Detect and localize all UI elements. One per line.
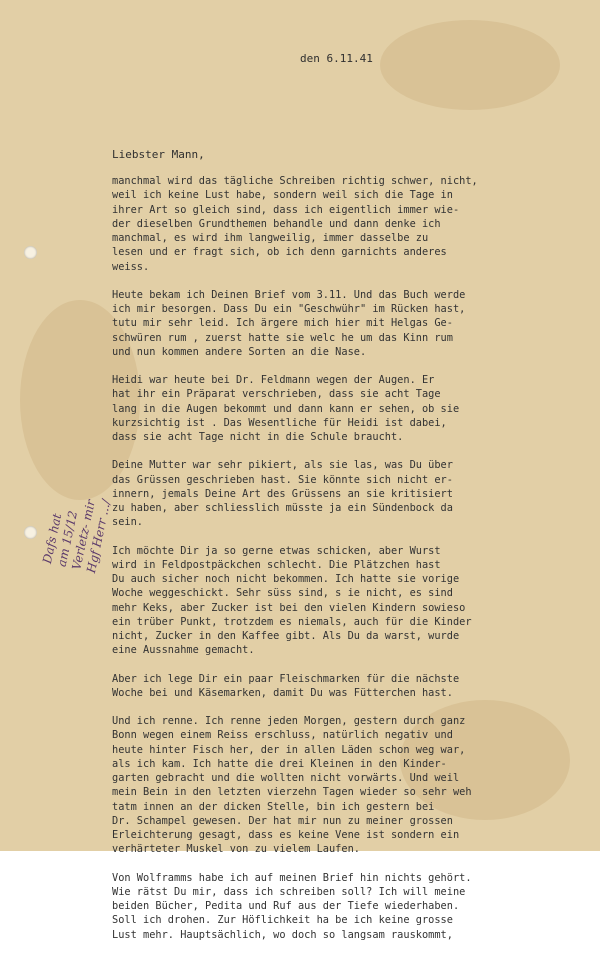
paragraph: Und ich renne. Ich renne jeden Morgen, gestern durch ganz Bonn wegen einem Reiss erschluss, natürlich negativ und heute hinter Fisch her, der in allen Läden schon weg war, als ich kam. Ich hatte die drei Kleinen in den Kinder- garten gebracht und die wollten nicht vorwärts. Und weil mein Bein in den letzten vierzehn Tagen wieder so sehr weh tatm innen an der dicken Stelle, bin ich gestern bei Dr. Schampel gewesen. Der hat mir nun zu meiner grossen Erleichterung gesagt, dass es keine Vene ist sondern ein verhärteter Muskel von zu vielem Laufen. (112, 715, 472, 856)
paragraph: Deine Mutter war sehr pikiert, als sie las, was Du über das Grüssen geschrieben hast. Sie könnte sich nicht er- innern, jemals Deine Art des Grüssens an sie kritisiert zu haben, aber schliesslich müsste ja ein Sündenbock da sein. (112, 459, 453, 529)
handwritten-margin-note: Dafs hat am 15/12 Verletz- mir Hgf Herr .../ (40, 498, 114, 575)
punch-hole (24, 246, 37, 259)
paragraph: manchmal wird das tägliche Schreiben richtig schwer, nicht, weil ich keine Lust habe, sondern weil sich die Tage in ihrer Art so gleich sind, dass ich eigentlich immer wie- der dieselben Grundthemen behandle und dann denke ich manchmal, es wird ihm langweilig, immer dasselbe zu lesen und er fragt sich, ob ich denn garnichts anderes weiss. (112, 175, 478, 273)
paragraph: Von Wolframms habe ich auf meinen Brief hin nichts gehört. Wie rätst Du mir, dass ich schreiben soll? Ich will meine beiden Bücher, Pedita und Ruf aus der Tiefe wiederhaben. Soll ich drohen. Zur Höflichkeit ha be ich keine grosse Lust mehr. Hauptsächlich, wo doch so langsam rauskommt, (112, 871, 472, 941)
paper-stain (380, 20, 560, 110)
paragraph: Ich möchte Dir ja so gerne etwas schicken, aber Wurst wird in Feldpostpäckchen schlecht. Die Plätzchen hast Du auch sicher noch nicht bekommen. Ich hatte sie vorige Woche weggeschickt. Sehr süss sind, s ie nicht, es sind mehr Keks, aber Zucker ist bei den vielen Kindern sowieso ein trüber Punkt, trotzdem es niemals, auch für die Kinder nicht, Zucker in den Kaffee gibt. Als Du da warst, wurde eine Aussnahme gemacht. (112, 544, 472, 657)
salutation: Liebster Mann, (112, 148, 205, 161)
letter-date: den 6.11.41 (300, 52, 373, 65)
paragraph: Heute bekam ich Deinen Brief vom 3.11. Und das Buch werde ich mir besorgen. Dass Du ein "Geschwühr" im Rücken hast, tutu mir sehr leid. Ich ärgere mich hier mit Helgas Ge- schwüren rum , zuerst hatte sie welc he um das Kinn rum und nun kommen andere Sorten an die Nase. (112, 288, 466, 358)
punch-hole (24, 526, 37, 539)
paragraph: Heidi war heute bei Dr. Feldmann wegen der Augen. Er hat ihr ein Präparat verschrieben, dass sie acht Tage lang in die Augen bekommt und dann kann er sehen, ob sie kurzsichtig ist . Das Wesentliche für Heidi ist dabei, dass sie acht Tage nicht in die Schule braucht. (112, 374, 460, 443)
letter-body (112, 174, 562, 956)
paragraph: Aber ich lege Dir ein paar Fleischmarken für die nächste Woche bei und Käsemarken, damit Du was Fütterchen hast. (112, 672, 460, 699)
